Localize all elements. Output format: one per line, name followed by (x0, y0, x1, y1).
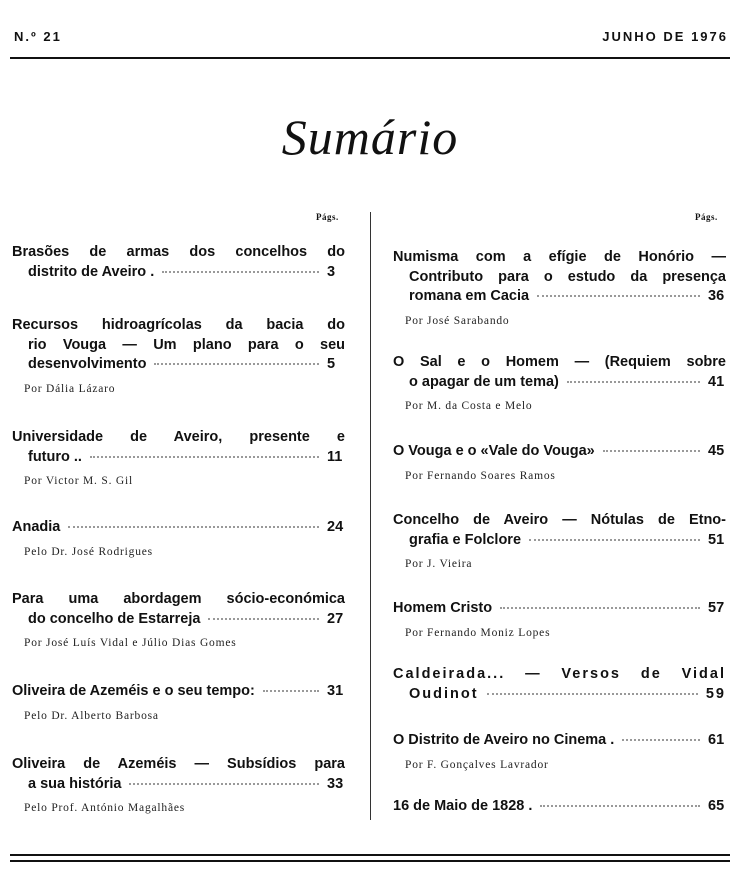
entry-title-line: Caldeirada... — Versos de Vidal (393, 666, 726, 682)
entry-title-line: O Sal e o Homem — (Requiem sobre (393, 354, 726, 370)
page-number: 61 (708, 732, 725, 748)
entry-title-text: desenvolvimento (28, 356, 147, 372)
entry-last-line (12, 263, 345, 283)
entry-last-line (12, 355, 345, 375)
toc-entry (393, 511, 726, 570)
entry-title-text: Homem Cristo (393, 600, 493, 616)
toc-entry (393, 599, 726, 639)
page-number: 51 (708, 531, 725, 548)
page-number: 31 (327, 683, 344, 699)
entry-title-line: Universidade de Aveiro, presente e (12, 429, 345, 445)
page-number: 24 (327, 519, 344, 535)
toc-entry (393, 248, 726, 327)
entry-title-text: grafia e Folclore (409, 531, 522, 548)
entry-title-line: Numisma com a efígie de Honório — (393, 249, 726, 265)
dot-leader (540, 805, 700, 807)
entry-title-line: Brasões de armas dos concelhos do (12, 244, 345, 260)
entry-author: Pelo Dr. Alberto Barbosa (24, 709, 159, 722)
entry-last-line (12, 775, 345, 795)
issue-number: N.º 21 (14, 29, 62, 44)
entry-author: Por Fernando Moniz Lopes (405, 626, 551, 639)
dot-leader (487, 693, 698, 695)
entry-author: Por Fernando Soares Ramos (405, 469, 556, 482)
toc-entry (12, 755, 345, 814)
entry-title-text: Oudinot (409, 685, 479, 702)
entry-title-line: Oliveira de Azeméis — Subsídios para (12, 756, 345, 772)
entry-author: Por F. Gonçalves Lavrador (405, 758, 549, 771)
entry-last-line (393, 287, 726, 307)
dot-leader (500, 607, 700, 609)
entry-author: Por J. Vieira (405, 558, 473, 570)
dot-leader (208, 618, 319, 620)
entry-title-line: Para uma abordagem sócio-económica (12, 591, 345, 607)
dot-leader (537, 295, 700, 297)
toc-entry (393, 665, 726, 704)
entry-title-text: Oliveira de Azeméis e o seu tempo: (12, 683, 255, 699)
entry-author: Pelo Dr. José Rodrigues (24, 545, 153, 558)
page-number: 45 (708, 443, 725, 459)
page-number: 33 (327, 775, 344, 792)
entry-last-line (12, 448, 345, 468)
entry-title-text: futuro .. (28, 448, 82, 465)
entry-last-line (393, 599, 726, 619)
header-rule (10, 57, 730, 59)
page-number: 65 (708, 798, 725, 814)
entry-title-line: Recursos hidroagrícolas da bacia do (12, 317, 345, 333)
entry-author: Pelo Prof. António Magalhães (24, 802, 186, 814)
toc-entry (12, 428, 345, 487)
toc-entry (12, 316, 345, 395)
toc-entry (393, 797, 726, 817)
dot-leader (529, 539, 700, 541)
footer-rule-bottom (10, 860, 730, 862)
page-number: 27 (327, 610, 344, 627)
entry-title-line: Contributo para o estudo da presença (409, 268, 726, 285)
entry-author: Por José Sarabando (405, 314, 510, 327)
page-number: 5 (327, 356, 336, 372)
page-number: 11 (327, 448, 343, 465)
entry-title-text: romana em Cacia (409, 288, 530, 304)
toc-entry (12, 590, 345, 649)
dot-leader (603, 450, 700, 452)
entry-title-text: o apagar de um tema) (409, 373, 559, 390)
column-divider (370, 212, 371, 820)
toc-entry (12, 682, 345, 722)
entry-title-line: Concelho de Aveiro — Nótulas de Etno- (393, 512, 726, 528)
page-number: 59 (705, 685, 726, 702)
dot-leader (154, 363, 319, 365)
entry-last-line (12, 610, 345, 630)
entry-title-line: rio Vouga — Um plano para o seu (28, 336, 345, 353)
entry-author: Por José Luís Vidal e Júlio Dias Gomes (24, 637, 237, 649)
entry-author: Por M. da Costa e Melo (405, 400, 533, 412)
dot-leader (162, 271, 319, 273)
entry-title-text: a sua história (28, 775, 122, 792)
toc-entry (12, 243, 345, 282)
toc-entry (393, 731, 726, 771)
entry-title-text: O Vouga e o «Vale do Vouga» (393, 443, 595, 459)
entry-title-text: do concelho de Estarreja (28, 610, 201, 627)
entry-title-text: Anadia (12, 519, 61, 535)
toc-entry (393, 442, 726, 482)
footer-rule-top (10, 854, 730, 856)
toc-entry (12, 518, 345, 558)
dot-leader (129, 783, 319, 785)
entry-title-text: 16 de Maio de 1828 . (393, 798, 533, 814)
page-number: 3 (327, 263, 336, 280)
entry-last-line (393, 731, 726, 751)
toc-entry (393, 353, 726, 412)
entry-last-line (393, 797, 726, 817)
dot-leader (567, 381, 700, 383)
dot-leader (622, 739, 700, 741)
entry-last-line (393, 373, 726, 393)
entry-author: Por Dália Lázaro (24, 382, 116, 395)
pages-label-left: Págs. (316, 212, 339, 222)
page-number: 57 (708, 600, 725, 616)
entry-title-text: O Distrito de Aveiro no Cinema . (393, 732, 615, 748)
page-title: Sumário (281, 109, 459, 165)
issue-date: JUNHO DE 1976 (602, 29, 728, 44)
dot-leader (90, 456, 319, 458)
page-number: 41 (708, 373, 725, 390)
dot-leader (263, 690, 319, 692)
entry-last-line (393, 442, 726, 462)
entry-author: Por Victor M. S. Gil (24, 475, 134, 487)
pages-label-right: Págs. (695, 212, 718, 222)
entry-last-line (393, 685, 726, 705)
entry-last-line (393, 531, 726, 551)
entry-last-line (12, 518, 345, 538)
entry-title-text: distrito de Aveiro . (28, 263, 155, 280)
entry-last-line (12, 682, 345, 702)
page-number: 36 (708, 288, 725, 304)
dot-leader (68, 526, 319, 528)
